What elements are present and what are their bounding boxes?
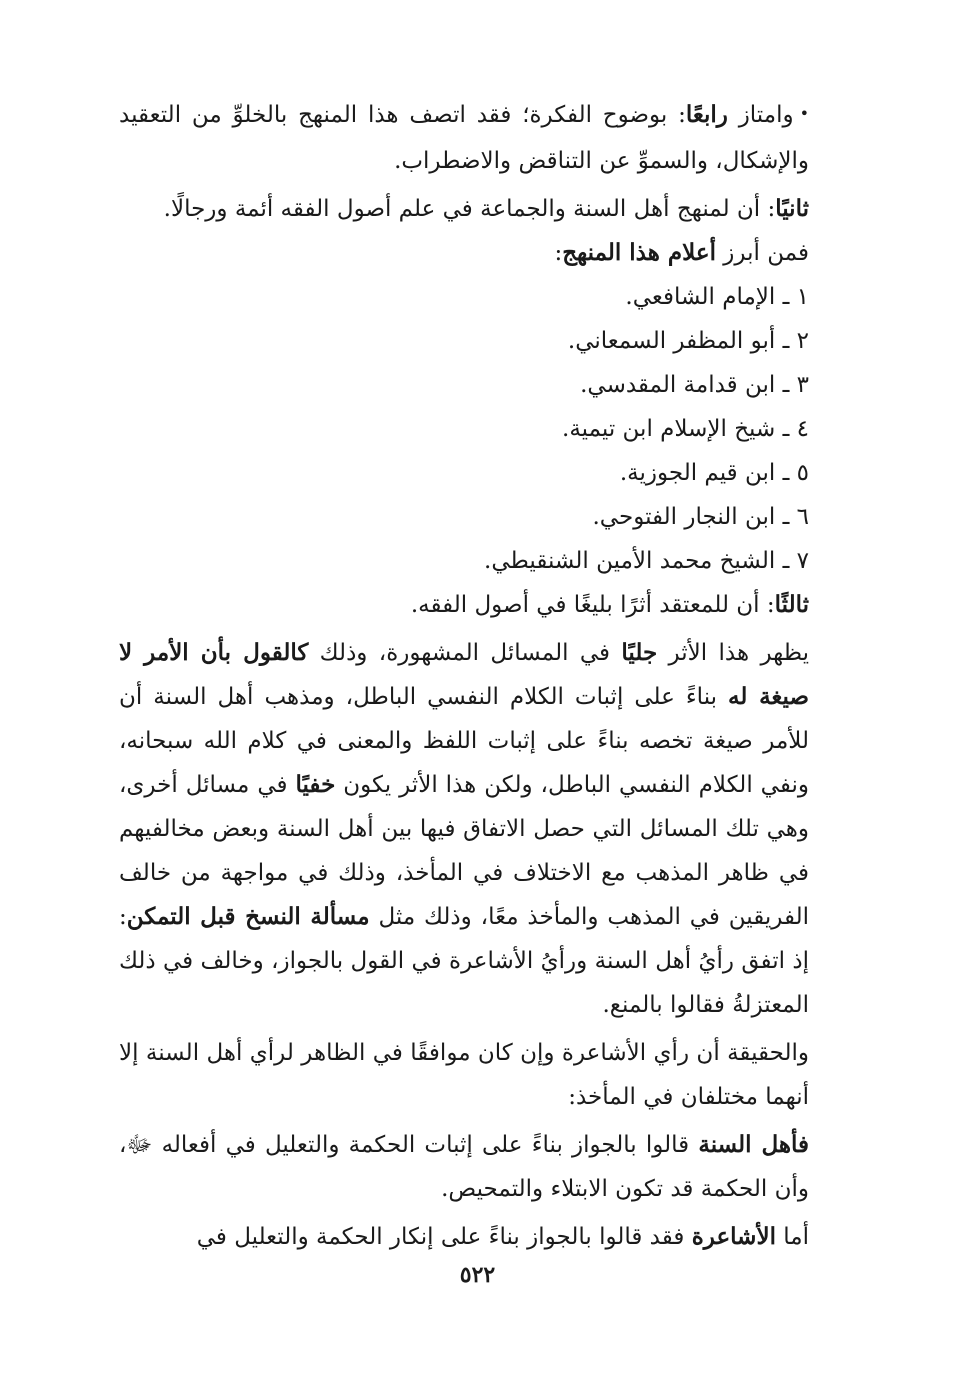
paragraph-ahl-sunnah: فأهل السنة قالوا بالجواز بناءً على إثبات الحكمة والتعليل في أفعاله ﷻ، وأن الحكمة قد تكون الابتلاء والتمحيص.	[119, 1131, 809, 1202]
bold-term: ثالثًا	[774, 591, 809, 618]
list-item: ٥ ـ ابن قيم الجوزية.	[619, 460, 809, 486]
page-body	[119, 93, 837, 1259]
page-number: ٥٢٢	[459, 1262, 496, 1288]
bold-term: مسألة النسخ قبل التمكن	[126, 903, 370, 930]
list-item: ٣ ـ ابن قدامة المقدسي.	[580, 372, 809, 398]
paragraph-fourth-point: •وامتاز رابعًا: بوضوح الفكرة؛ فقد اتصف هذا المنهج بالخلوِّ من التعقيد والإشكال، والسموِّ عن التناقض والاضطراب.	[119, 101, 810, 174]
bold-term: الأشاعرة	[691, 1223, 776, 1250]
bold-term: رابعًا	[685, 101, 728, 128]
paragraph-second-point: ثانيًا: أن لمنهج أهل السنة والجماعة في علم أصول الفقه أئمة ورجالًا.	[163, 195, 809, 222]
paragraph-third-point: ثالثًا: أن للمعتقد أثرًا بليغًا في أصول الفقه.	[410, 591, 809, 618]
list-item: ١ ـ الإمام الشافعي.	[625, 284, 809, 310]
list-item: ٦ ـ ابن النجار الفتوحي.	[592, 504, 809, 530]
list-item: ٧ ـ الشيخ محمد الأمين الشنقيطي.	[484, 548, 809, 574]
bullet-icon: •	[799, 104, 810, 123]
paragraph-reality: والحقيقة أن رأي الأشاعرة وإن كان موافقًا في الظاهر لرأي أهل السنة إلا أنهما مختلفان في المأخذ:	[119, 1040, 809, 1110]
list-item: ٢ ـ أبو المظفر السمعاني.	[567, 328, 809, 354]
bold-term: ثانيًا	[775, 195, 809, 222]
bold-term: فأهل السنة	[698, 1131, 809, 1158]
bold-term: كالقول بأن الأمر لا صيغة له	[119, 639, 809, 710]
list-item: ٤ ـ شيخ الإسلام ابن تيمية.	[562, 416, 809, 442]
bold-term: خفيًا	[295, 771, 336, 798]
paragraph-ashairah: أما الأشاعرة فقد قالوا بالجواز بناءً على إنكار الحكمة والتعليل في	[196, 1223, 809, 1250]
scholars-list	[119, 275, 837, 583]
bold-term: أعلام هذا المنهج	[562, 239, 716, 266]
paragraph-scholars-intro: فمن أبرز أعلام هذا المنهج:	[554, 239, 809, 266]
paragraph-effect: يظهر هذا الأثر جليًا في المسائل المشهورة، وذلك كالقول بأن الأمر لا صيغة له بناءً على إثبات الكلام النفسي الباطل، ومذهب أهل السنة أن للأمر صيغة تخصه بناءً على إثبات اللفظ والمعنى في كلام الله سبحانه، ونفي الكلام النفسي الباطل، ولكن هذا الأثر يكون خفيًا في مسائل أخرى، وهي تلك المسائل التي حصل الاتفاق فيها بين أهل السنة وبعض مخالفيهم في ظاهر المذهب مع الاختلاف في المأخذ، وذلك في مواجهة من خالف الفريقين في المذهب والمأخذ معًا، وذلك مثل مسألة النسخ قبل التمكن: إذ اتفق رأيُ أهل السنة ورأيُ الأشاعرة في القول بالجواز، وخالف في ذلك المعتزلةُ فقالوا بالمنع.	[119, 639, 810, 1018]
bold-term: جليًا	[621, 639, 658, 666]
